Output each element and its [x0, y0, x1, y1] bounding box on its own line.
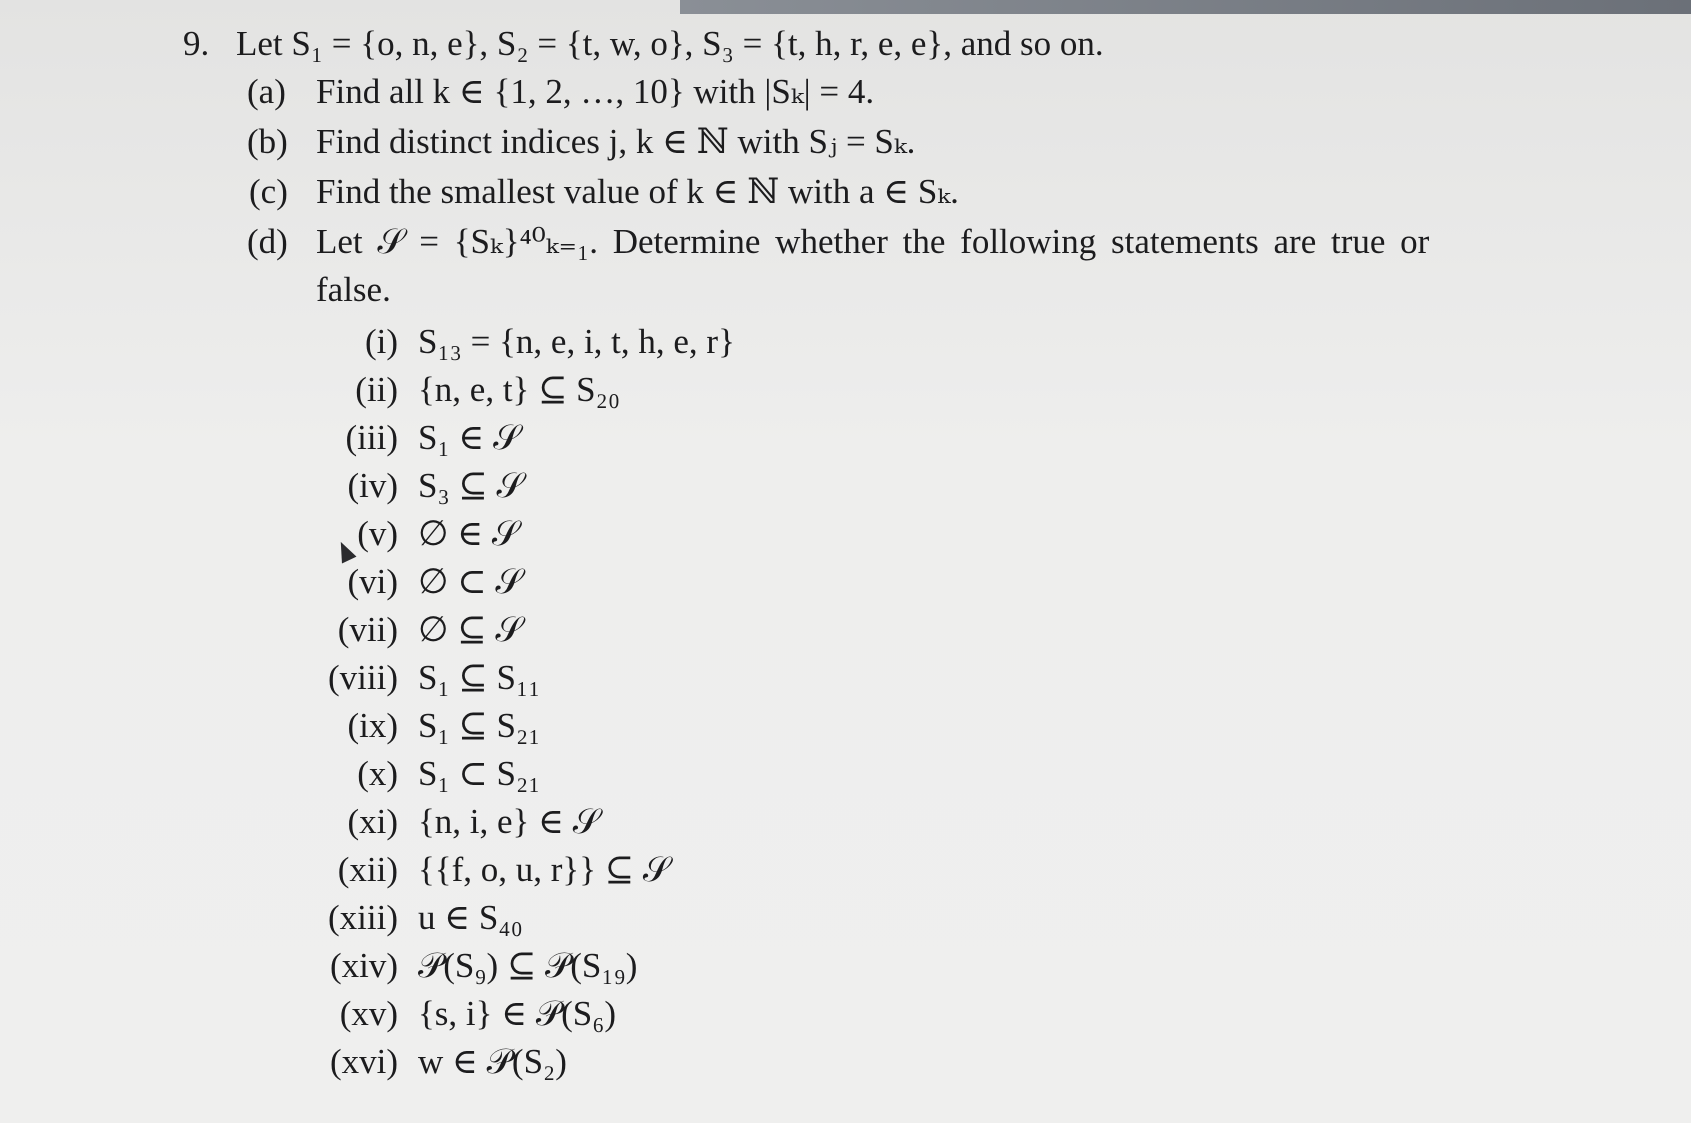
part-label: (c): [249, 172, 288, 211]
part-label: (a): [247, 72, 286, 111]
statement-text: S₁ ⊆ S₂₁: [418, 706, 541, 745]
statement-text: w ∈ 𝒫(S₂): [418, 1042, 567, 1081]
statement-text: S₁₃ = {n, e, i, t, h, e, r}: [418, 322, 735, 361]
statement-item: [0, 1040, 1691, 1084]
statement-label: (viii): [328, 658, 398, 697]
part-c: [0, 170, 1691, 214]
statement-text: S₃ ⊆ 𝒮: [418, 466, 524, 505]
statement-item: [0, 416, 1691, 460]
part-text: Find distinct indices j, k ∈ ℕ with Sⱼ = Sₖ.: [316, 122, 916, 161]
statement-text: {n, i, e} ∈ 𝒮: [418, 802, 600, 841]
statement-item: [0, 944, 1691, 988]
statement-item: [0, 656, 1691, 700]
statement-item: [0, 800, 1691, 844]
problem-number: 9.: [183, 24, 210, 63]
statement-text: {n, e, t} ⊆ S₂₀: [418, 370, 621, 409]
statement-text: ∅ ⊂ 𝒮: [418, 562, 523, 601]
statement-label: (xiii): [328, 898, 398, 937]
part-text: Find the smallest value of k ∈ ℕ with a ∈ Sₖ.: [316, 172, 959, 211]
statement-label: (ii): [355, 370, 398, 409]
statement-label: (xi): [347, 802, 398, 841]
statement-label: (vii): [337, 610, 398, 649]
statement-text: {{f, o, u, r}} ⊆ 𝒮: [418, 850, 670, 889]
part-text: Find all k ∈ {1, 2, …, 10} with |Sₖ| = 4.: [316, 72, 875, 111]
part-text-continuation: false.: [316, 270, 391, 309]
statement-item: [0, 320, 1691, 364]
statement-text: S₁ ⊂ S₂₁: [418, 754, 541, 793]
part-b: [0, 120, 1691, 164]
statement-text: u ∈ S₄₀: [418, 898, 523, 937]
statement-text: 𝒫(S₉) ⊆ 𝒫(S₁₉): [418, 946, 638, 985]
statement-label: (xvi): [329, 1042, 398, 1081]
problem-statement: Let S₁ = {o, n, e}, S₂ = {t, w, o}, S₃ = {t, h, r, e, e}, and so on.: [236, 24, 1104, 63]
statement-item: [0, 896, 1691, 940]
statement-label: (iii): [345, 418, 398, 457]
statement-label: (vi): [347, 562, 398, 601]
statement-label: (ix): [347, 706, 398, 745]
part-a: [0, 70, 1691, 114]
statement-text: ∅ ∈ 𝒮: [418, 514, 519, 553]
statement-item: [0, 848, 1691, 892]
problem-header: [0, 22, 1691, 66]
statement-item: [0, 368, 1691, 412]
statement-item: [0, 992, 1691, 1036]
part-text: Let 𝒮 = {Sₖ}⁴⁰ₖ₌₁. Determine whether the following statements are true or: [316, 222, 1430, 261]
statement-text: {s, i} ∈ 𝒫(S₆): [418, 994, 617, 1033]
statement-label: (xiv): [329, 946, 398, 985]
statement-label: (iv): [347, 466, 398, 505]
statement-item: [0, 704, 1691, 748]
statement-item: [0, 752, 1691, 796]
statement-item: [0, 464, 1691, 508]
part-label: (b): [247, 122, 288, 161]
statement-item: [0, 560, 1691, 604]
statement-label: (xv): [339, 994, 398, 1033]
statement-label: (x): [357, 754, 398, 793]
statement-text: S₁ ⊆ S₁₁: [418, 658, 541, 697]
statement-text: ∅ ⊆ 𝒮: [418, 610, 523, 649]
screen-edge-bar: [680, 0, 1691, 14]
statement-item: [0, 512, 1691, 556]
statement-label: (v): [357, 514, 398, 553]
part-label: (d): [247, 222, 288, 261]
statement-label: (xii): [337, 850, 398, 889]
part-d-continuation: [0, 268, 1691, 312]
statement-item: [0, 608, 1691, 652]
part-d: [0, 220, 1691, 264]
statement-label: (i): [364, 322, 398, 361]
statement-text: S₁ ∈ 𝒮: [418, 418, 521, 457]
